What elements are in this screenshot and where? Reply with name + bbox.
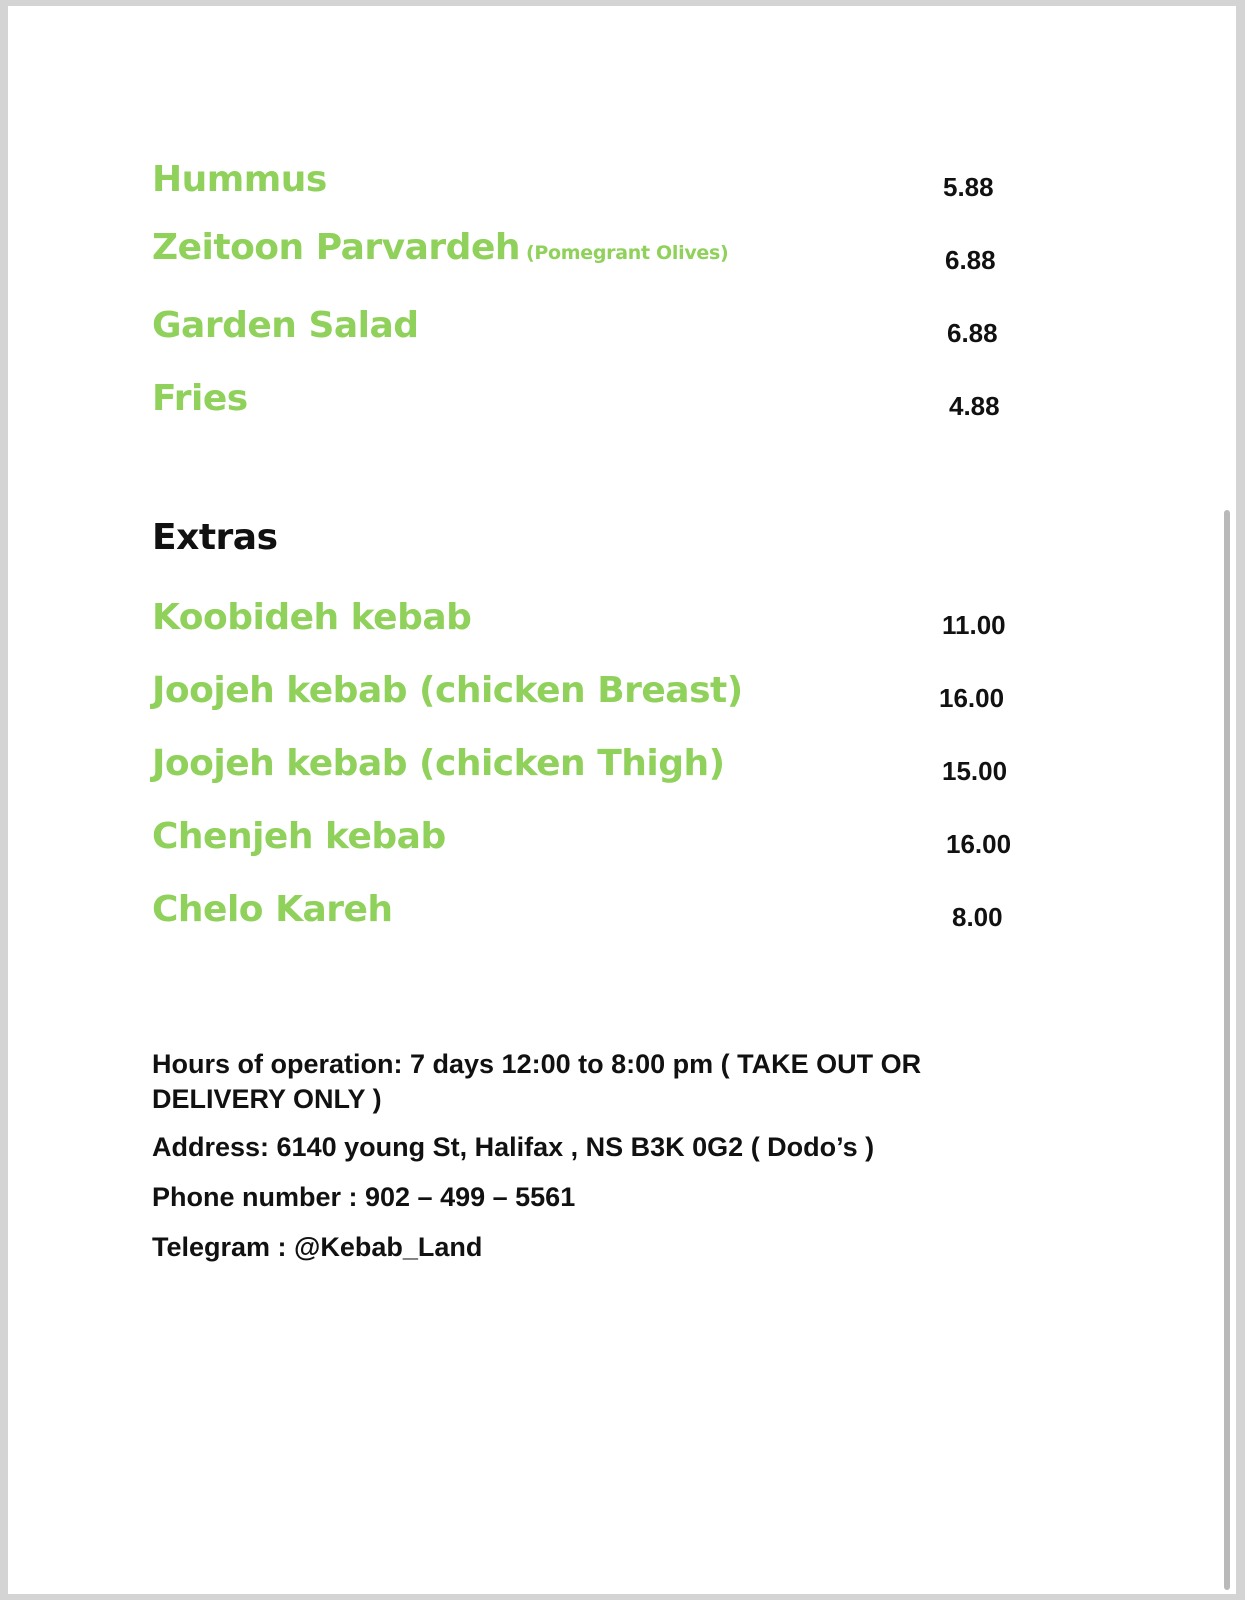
extras-item-name: Joojeh kebab (chicken Thigh) bbox=[152, 743, 725, 784]
extras-item-name: Chenjeh kebab bbox=[152, 816, 446, 857]
extras-item-price: 16.00 bbox=[946, 829, 1012, 859]
menu-item-note: (Pomegrant Olives) bbox=[526, 242, 729, 264]
extras-heading: Extras bbox=[152, 517, 278, 558]
menu-item-name: Fries bbox=[152, 378, 248, 419]
menu-item bbox=[152, 148, 1032, 208]
menu-item bbox=[152, 221, 1032, 281]
extras-item bbox=[152, 586, 1032, 646]
extras-item-price: 15.00 bbox=[942, 756, 1008, 786]
menu-item-name: Garden Salad bbox=[152, 305, 419, 346]
extras-item-name: Chelo Kareh bbox=[152, 889, 393, 930]
extras-item-name: Koobideh kebab bbox=[152, 597, 472, 638]
address-text: Address: 6140 young St, Halifax , NS B3K 0G2 ( Dodo’s ) bbox=[152, 1132, 875, 1162]
menu-item-price: 6.88 bbox=[947, 318, 998, 348]
document-page bbox=[8, 6, 1236, 1594]
telegram-text: Telegram : @Kebab_Land bbox=[152, 1232, 483, 1262]
hours-text: Hours of operation: 7 days 12:00 to 8:00 pm ( TAKE OUT OR DELIVERY ONLY ) bbox=[152, 1049, 922, 1114]
menu-item-name bbox=[152, 228, 728, 273]
extras-item-name: Joojeh kebab (chicken Breast) bbox=[152, 670, 743, 711]
extras-item bbox=[152, 878, 1032, 938]
extras-item bbox=[152, 659, 1032, 719]
menu-item-price: 5.88 bbox=[943, 172, 994, 202]
menu-item-price: 4.88 bbox=[949, 391, 1000, 421]
menu-item-name-text: Zeitoon Parvardeh bbox=[152, 227, 520, 268]
extras-item-price: 16.00 bbox=[939, 683, 1005, 713]
extras-item bbox=[152, 805, 1032, 865]
extras-item-price: 8.00 bbox=[952, 902, 1003, 932]
menu-item-price: 6.88 bbox=[945, 245, 996, 275]
menu-item-name: Hummus bbox=[152, 159, 327, 200]
phone-text: Phone number : 902 – 499 – 5561 bbox=[152, 1182, 576, 1212]
menu-item bbox=[152, 367, 1032, 427]
menu-item bbox=[152, 294, 1032, 354]
extras-item-price: 11.00 bbox=[942, 610, 1006, 640]
vertical-scrollbar[interactable] bbox=[1224, 510, 1230, 1590]
extras-item bbox=[152, 732, 1032, 792]
